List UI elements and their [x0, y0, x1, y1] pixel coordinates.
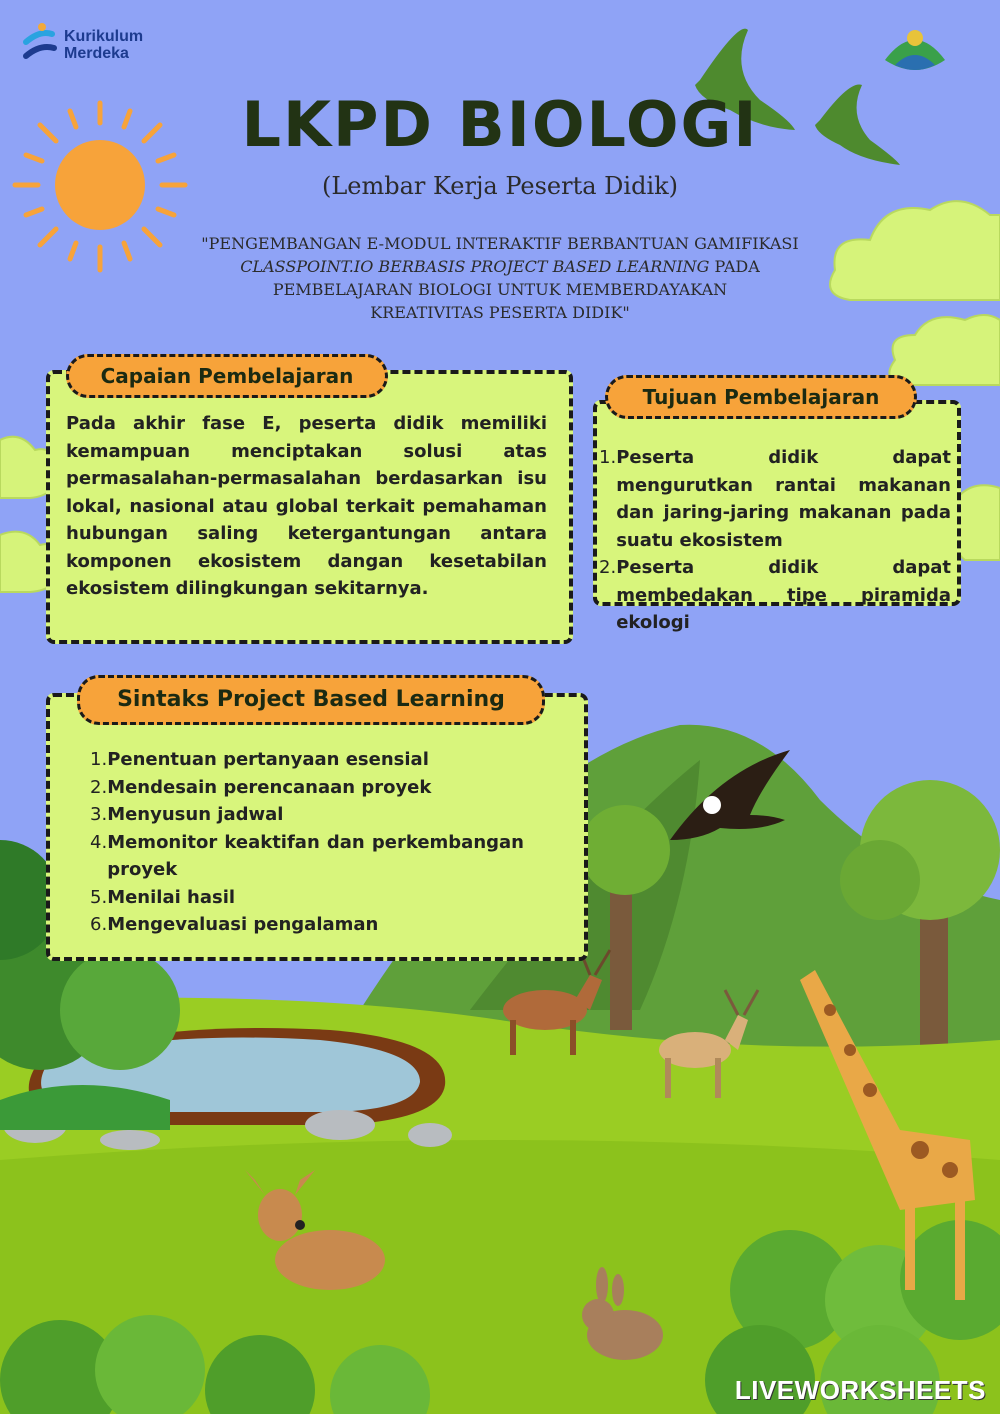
list-text: Menyusun jadwal: [107, 804, 284, 825]
tujuan-list: [599, 444, 951, 637]
list-item: [599, 444, 951, 554]
list-number: 1.: [90, 749, 108, 770]
list-text: Memonitor keaktifan dan perkembangan proyek: [107, 831, 524, 880]
list-item: [90, 801, 524, 829]
list-number: 2.: [90, 776, 108, 798]
liveworksheets-watermark[interactable]: LIVEWORKSHEETS: [734, 1375, 986, 1405]
research-title-line-2: [160, 255, 840, 278]
list-item: [599, 554, 951, 637]
list-number: 1.: [599, 447, 617, 468]
capaian-text: Pada akhir fase E, peserta didik memiliki kemampuan menciptakan solusi atas permasalahan-permasalahan berdasarkan isu lokal, nasional atau global terkait pemahaman hubungan saling ketergantungan antara komponen ekosistem dangan kesetabilan ekosistem dilingkungan sekitarnya.: [66, 413, 547, 599]
list-text: Menilai hasil: [107, 886, 236, 908]
list-text: Peserta didik dapat membedakan tipe piramida ekologi: [616, 557, 951, 633]
list-item: [90, 911, 524, 939]
list-item: [90, 746, 524, 774]
logo-line-1: Kurikulum: [64, 28, 144, 45]
list-item: [90, 884, 524, 912]
capaian-heading: Capaian Pembelajaran: [66, 354, 388, 398]
list-item: [90, 774, 524, 802]
kurikulum-merdeka-logo: [22, 22, 143, 68]
list-number: 3.: [90, 804, 108, 825]
list-number: 5.: [90, 886, 108, 908]
tujuan-heading: Tujuan Pembelajaran: [605, 375, 917, 419]
kurikulum-merdeka-icon: [22, 22, 58, 68]
list-text: Peserta didik dapat mengurutkan rantai makanan dan jaring-jaring makanan pada suatu ekosistem: [616, 447, 951, 551]
list-number: 6.: [90, 914, 108, 935]
research-title-italic: CLASSPOINT.IO BERBASIS PROJECT BASED LEARNING: [240, 257, 710, 276]
logo-line-2: Merdeka: [64, 45, 129, 62]
sintaks-heading: Sintaks Project Based Learning: [77, 675, 545, 725]
list-text: Penentuan pertanyaan esensial: [107, 749, 429, 770]
list-text: Mengevaluasi pengalaman: [107, 914, 379, 935]
sintaks-list: [90, 746, 524, 939]
research-title-line-3: PEMBELAJARAN BIOLOGI UNTUK MEMBERDAYAKAN: [272, 280, 728, 299]
list-number: 4.: [90, 831, 108, 853]
list-text: Mendesain perencanaan proyek: [107, 776, 432, 798]
page-subtitle: (Lembar Kerja Peserta Didik): [321, 172, 679, 200]
research-title: [160, 232, 840, 324]
research-title-line-4: KREATIVITAS PESERTA DIDIK": [370, 303, 630, 322]
list-item: [90, 829, 524, 884]
list-number: 2.: [599, 557, 617, 578]
page-title: LKPD BIOLOGI: [241, 88, 759, 161]
school-logo-icon: [885, 30, 945, 70]
research-title-line-2-rest: PADA: [709, 257, 760, 276]
research-title-line-1: "PENGEMBANGAN E-MODUL INTERAKTIF BERBANTUAN GAMIFIKASI: [201, 234, 799, 253]
